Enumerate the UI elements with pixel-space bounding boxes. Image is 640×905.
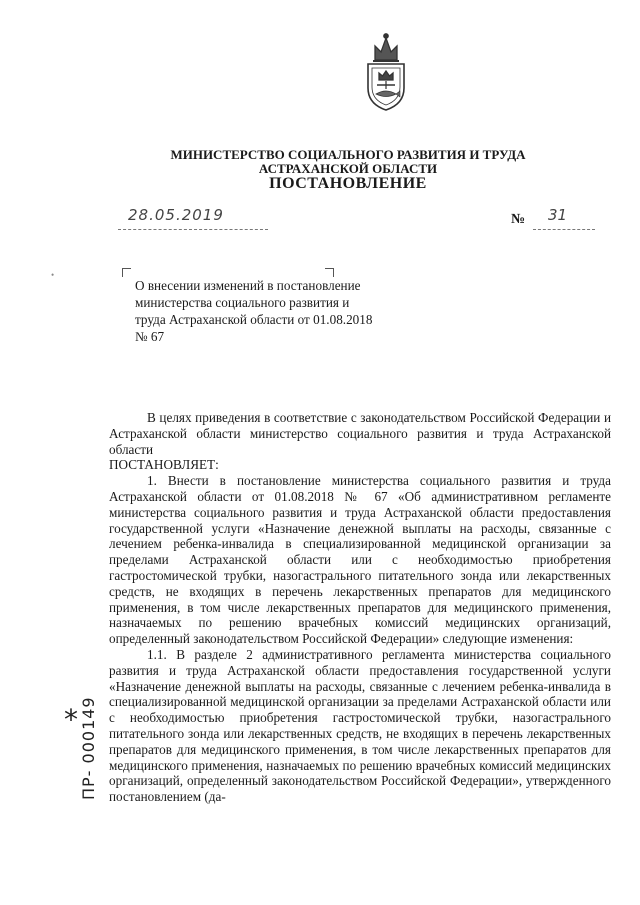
number-sign: № xyxy=(511,212,526,227)
document-type: ПОСТАНОВЛЕНИЕ xyxy=(269,175,427,192)
margin-registration-code: ПР- 000149 xyxy=(79,696,98,800)
org-name-line2: АСТРАХАНСКОЙ ОБЛАСТИ xyxy=(258,161,438,176)
intro-paragraph: В целях приведения в соответствие с законодательством Российской Федерации и Астраханской области министерство социального развития и труда Астраханской области xyxy=(109,410,611,457)
item-1-paragraph: 1. Внести в постановление министерства социального развития и труда Астраханской области от 01.08.2018 № 67 «Об административном регламенте министерства социального развития и труда Астраханской области предоставления государственной услуги «Назначение денежной выплаты на расходы, связанные с лечением ребенка-инвалида в специализированной медицинской организации за пределами Астраханской области или с необходимостью приобретения гастростомической трубки, назогастрального питательного зонда или лекарственных средств, не входящих в перечень лекарственных препаратов для медицинского применения, в том числе лекарственных препаратов для медицинского применения, назначаемых по решению врачебных комиссий медицинских организаций, определенный законодательством Российской Федерации» следующие изменения: xyxy=(109,473,611,647)
document-date: 28.05.2019 xyxy=(128,206,224,224)
item-1-1-paragraph: 1.1. В разделе 2 административного регламента министерства социального развития и труда Астраханской области предоставления государственной услуги «Назначение денежной выплаты на расходы, связанные с лечением ребенка-инвалида в специализированной медицинской организации за пределами Астраханской области или с необходимостью приобретения гастростомической трубки, назогастрального питательного зонда или лекарственных средств, не входящих в перечень лекарственных препаратов для медицинского применения, в том числе лекарственных препаратов для медицинского применения, назначаемых по решению врачебных комиссий медицинских организаций, определенный законодательством Российской Федерации», утвержденного постановлением (да- xyxy=(109,646,611,805)
margin-dot: • xyxy=(51,270,55,280)
subject-corner-right xyxy=(325,268,334,277)
document-subject: О внесении изменений в постановление министерства социального развития и труда Астраханской области от 01.08.2018 № 67 xyxy=(135,278,373,344)
document-body xyxy=(109,410,611,805)
resolves-heading: ПОСТАНОВЛЯЕТ: xyxy=(109,457,219,473)
document-number: 31 xyxy=(548,206,568,224)
subject-corner-left xyxy=(122,268,131,277)
coat-of-arms-icon xyxy=(355,30,417,112)
margin-star: * xyxy=(64,703,78,736)
org-name-line1: МИНИСТЕРСТВО СОЦИАЛЬНОГО РАЗВИТИЯ И ТРУДА xyxy=(170,147,526,162)
